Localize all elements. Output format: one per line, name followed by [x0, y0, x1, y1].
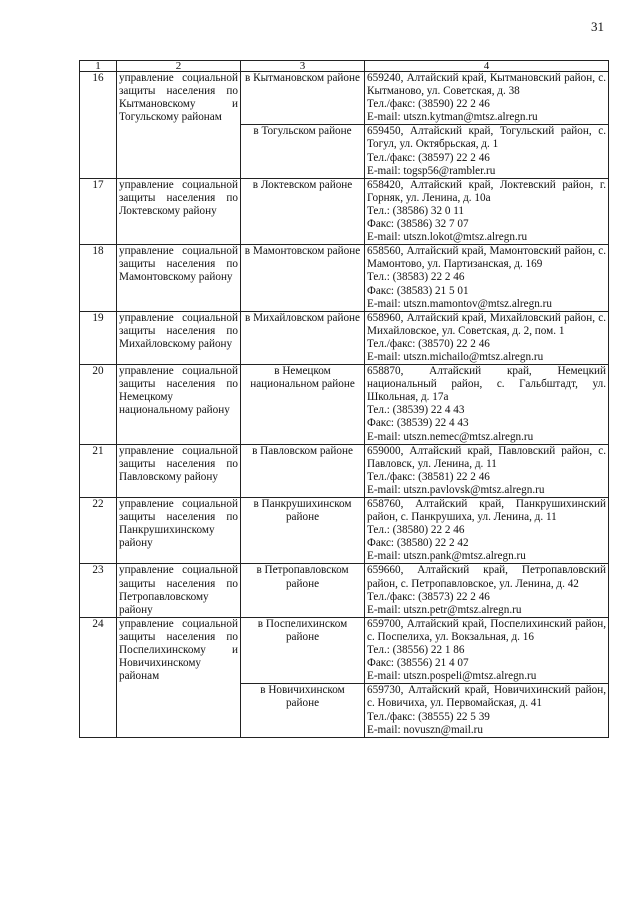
directory-table — [79, 60, 609, 738]
phone-line: Тел.: (38580) 22 2 46 — [367, 524, 465, 537]
district-cell: в Мамонтовском районе — [241, 245, 365, 311]
contact-cell — [365, 72, 609, 125]
department-name: управление социальной защиты населения по Немецкому национальному району — [117, 365, 241, 445]
department-name: управление социальной защиты населения по Михайловскому району — [117, 311, 241, 364]
contact-cell — [365, 498, 609, 564]
phone-line: Тел.: (38556) 22 1 86 — [367, 644, 465, 657]
table-row — [80, 311, 609, 364]
row-number: 24 — [80, 617, 117, 737]
email-line: E-mail: utszn.pospeli@mtsz.alregn.ru — [367, 670, 537, 683]
district-cell: в Поспелихинском районе — [241, 617, 365, 683]
row-number: 19 — [80, 311, 117, 364]
email-line: E-mail: novuszn@mail.ru — [367, 723, 483, 736]
row-number: 18 — [80, 245, 117, 311]
table-row — [80, 564, 609, 617]
phone-line: Тел.: (38586) 32 0 11 — [367, 204, 465, 217]
column-header-2: 2 — [117, 61, 241, 72]
contact-cell — [365, 178, 609, 244]
phone-line: Тел./факс: (38590) 22 2 46 — [367, 98, 490, 111]
row-number: 16 — [80, 72, 117, 179]
email-line: E-mail: togsp56@rambler.ru — [367, 164, 496, 177]
postal-address: 659730, Алтайский край, Новичихинский район, с. Новичиха, ул. Первомайская, д. 41 — [367, 684, 606, 710]
header-row — [80, 61, 609, 72]
department-name: управление социальной защиты населения по Павловскому району — [117, 444, 241, 497]
contact-cell — [365, 245, 609, 311]
table-row — [80, 178, 609, 244]
phone-line: Тел.: (38583) 22 2 46 — [367, 271, 465, 284]
column-header-1: 1 — [80, 61, 117, 72]
table-row — [80, 498, 609, 564]
table-row — [80, 365, 609, 445]
row-number: 23 — [80, 564, 117, 617]
row-number: 17 — [80, 178, 117, 244]
email-line: E-mail: utszn.petr@mtsz.alregn.ru — [367, 603, 522, 616]
row-number: 20 — [80, 365, 117, 445]
phone-line: Факс: (38580) 22 2 42 — [367, 537, 469, 550]
email-line: E-mail: utszn.michailo@mtsz.alregn.ru — [367, 350, 544, 363]
postal-address: 658420, Алтайский край, Локтевский район, г. Горняк, ул. Ленина, д. 10а — [367, 178, 606, 204]
phone-line: Тел./факс: (38581) 22 2 46 — [367, 470, 490, 483]
department-name: управление социальной защиты населения по Мамонтовскому району — [117, 245, 241, 311]
district-cell: в Панкрушихинском районе — [241, 498, 365, 564]
district-cell: в Тогульском районе — [241, 125, 365, 178]
postal-address: 658960, Алтайский край, Михайловский район, с. Михайловское, ул. Советская, д. 2, пом. 1 — [367, 311, 606, 337]
row-number: 21 — [80, 444, 117, 497]
district-cell: в Новичихинском районе — [241, 684, 365, 737]
department-name: управление социальной защиты населения по Петропавловскому району — [117, 564, 241, 617]
phone-line: Факс: (38586) 32 7 07 — [367, 218, 469, 231]
email-line: E-mail: utszn.nemec@mtsz.alregn.ru — [367, 430, 534, 443]
postal-address: 659450, Алтайский край, Тогульский район, с. Тогул, ул. Октябрьская, д. 1 — [367, 125, 606, 151]
district-cell: в Кытмановском районе — [241, 72, 365, 125]
table-row — [80, 617, 609, 683]
phone-line: Тел./факс: (38570) 22 2 46 — [367, 337, 490, 350]
contact-cell — [365, 684, 609, 737]
contact-cell — [365, 444, 609, 497]
email-line: E-mail: utszn.pavlovsk@mtsz.alregn.ru — [367, 483, 545, 496]
postal-address: 659700, Алтайский край, Поспелихинский район, с. Поспелиха, ул. Вокзальная, д. 16 — [367, 617, 606, 643]
phone-line: Тел.: (38539) 22 4 43 — [367, 404, 465, 417]
contact-cell — [365, 125, 609, 178]
district-cell: в Локтевском районе — [241, 178, 365, 244]
department-name: управление социальной защиты населения по Поспелихинскому и Новичихинскому районам — [117, 617, 241, 737]
phone-line: Факс: (38539) 22 4 43 — [367, 417, 469, 430]
department-name: управление социальной защиты населения по Локтевскому району — [117, 178, 241, 244]
postal-address: 658760, Алтайский край, Панкрушихинский район, с. Панкрушиха, ул. Ленина, д. 11 — [367, 498, 606, 524]
district-cell: в Михайловском районе — [241, 311, 365, 364]
contact-cell — [365, 564, 609, 617]
email-line: E-mail: utszn.kytman@mtsz.alregn.ru — [367, 111, 538, 124]
row-number: 22 — [80, 498, 117, 564]
postal-address: 658560, Алтайский край, Мамонтовский район, с. Мамонтово, ул. Партизанская, д. 169 — [367, 245, 606, 271]
phone-line: Тел./факс: (38555) 22 5 39 — [367, 710, 490, 723]
department-name: управление социальной защиты населения по Панкрушихинскому району — [117, 498, 241, 564]
phone-line: Тел./факс: (38597) 22 2 46 — [367, 151, 490, 164]
contact-cell — [365, 617, 609, 683]
postal-address: 659240, Алтайский край, Кытмановский район, с. Кытманово, ул. Советская, д. 38 — [367, 72, 606, 98]
table-body — [80, 72, 609, 738]
email-line: E-mail: utszn.pank@mtsz.alregn.ru — [367, 550, 526, 563]
table-row — [80, 245, 609, 311]
phone-line: Факс: (38583) 21 5 01 — [367, 284, 469, 297]
contact-cell — [365, 365, 609, 445]
column-header-3: 3 — [241, 61, 365, 72]
postal-address: 658870, Алтайский край, Немецкий национальный район, с. Гальбштадт, ул. Школьная, д. 17а — [367, 365, 606, 404]
district-cell: в Немецком национальном районе — [241, 365, 365, 445]
email-line: E-mail: utszn.lokot@mtsz.alregn.ru — [367, 231, 528, 244]
department-name: управление социальной защиты населения по Кытмановскому и Тогульскому районам — [117, 72, 241, 179]
district-cell: в Петропавловском районе — [241, 564, 365, 617]
table-row — [80, 444, 609, 497]
contact-cell — [365, 311, 609, 364]
phone-line: Тел./факс: (38573) 22 2 46 — [367, 590, 490, 603]
district-cell: в Павловском районе — [241, 444, 365, 497]
column-header-4: 4 — [365, 61, 609, 72]
phone-line: Факс: (38556) 21 4 07 — [367, 657, 469, 670]
page-number: 31 — [591, 19, 604, 34]
postal-address: 659660, Алтайский край, Петропавловский район, с. Петропавловское, ул. Ленина, д. 42 — [367, 564, 606, 590]
table-row — [80, 72, 609, 125]
postal-address: 659000, Алтайский край, Павловский район, с. Павловск, ул. Ленина, д. 11 — [367, 444, 606, 470]
email-line: E-mail: utszn.mamontov@mtsz.alregn.ru — [367, 297, 552, 310]
